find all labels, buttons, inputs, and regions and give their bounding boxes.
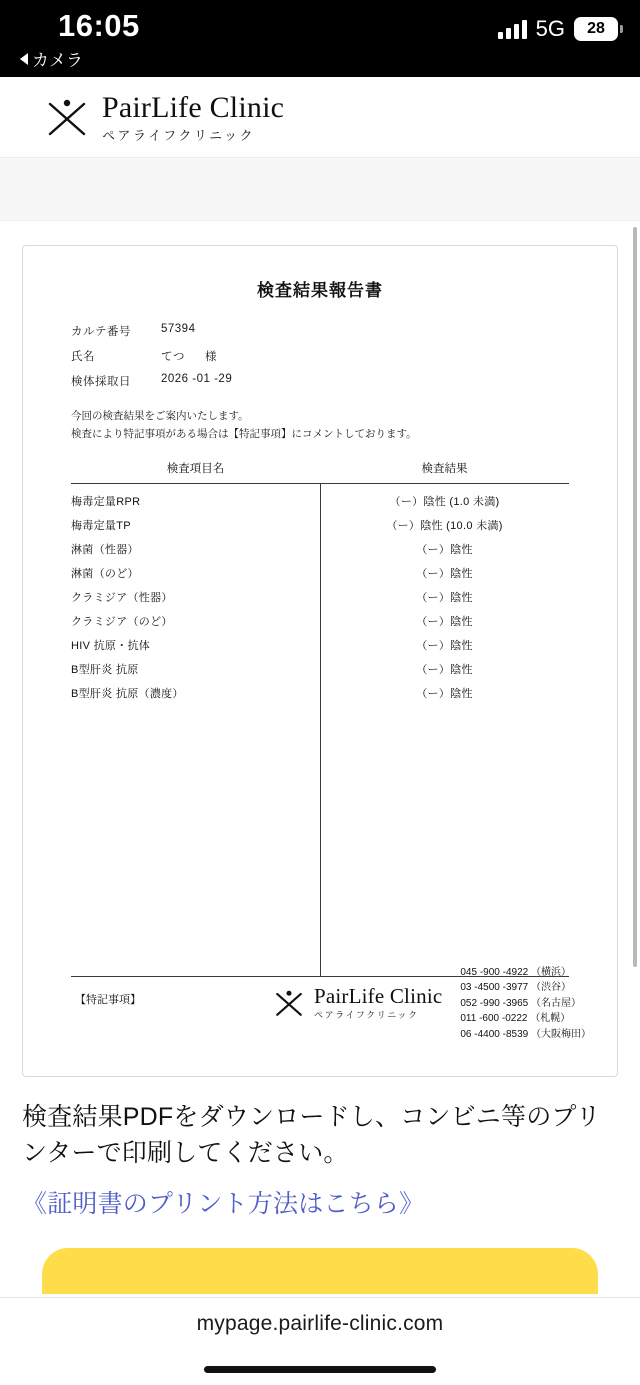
- download-instruction-text: 検査結果PDFをダウンロードし、コンビニ等のプリンターで印刷してください。: [22, 1103, 601, 1168]
- meta-value-name: てつ: [161, 351, 185, 363]
- test-name: B型肝炎 抗原: [71, 663, 139, 676]
- column-header-item-name: 検査項目名: [166, 462, 225, 475]
- meta-label-name: 氏名: [71, 351, 95, 363]
- test-result: （ー）陰性: [416, 567, 473, 580]
- report-footer-logo: [273, 986, 442, 1020]
- battery-level-label: 28: [587, 20, 605, 37]
- pairlife-mark-icon: [44, 94, 90, 140]
- test-name: B型肝炎 抗原（濃度）: [71, 687, 184, 700]
- pairlife-mark-icon: [273, 987, 305, 1019]
- clinic-name: PairLife Clinic: [102, 90, 285, 124]
- clinic-phone-yokohama: 045 -900 -4922 （横浜）: [460, 966, 571, 978]
- report-note-2: 検査により特記事項がある場合は【特記事項】にコメントしております。: [71, 428, 417, 441]
- home-indicator[interactable]: [204, 1366, 436, 1373]
- report-notes: [71, 407, 591, 444]
- test-name: 梅毒定量RPR: [71, 495, 141, 508]
- results-table-body: [71, 484, 569, 977]
- page-scrollbar[interactable]: [633, 227, 637, 967]
- test-result: （ー）陰性: [416, 615, 473, 628]
- web-page: [0, 77, 640, 1294]
- test-name: 淋菌（のど）: [71, 567, 139, 580]
- results-table: [71, 460, 569, 977]
- test-name: 梅毒定量TP: [71, 519, 131, 532]
- meta-label-collection-date: 検体採取日: [71, 376, 131, 388]
- meta-value-chart-number: 57394: [161, 323, 196, 335]
- test-result: （ー）陰性: [416, 663, 473, 676]
- report-meta: [71, 323, 591, 389]
- report-footer: [49, 965, 591, 1043]
- test-result: （ー）陰性: [416, 591, 473, 604]
- test-result: （ー）陰性 (1.0 未満): [389, 495, 500, 508]
- download-pdf-button[interactable]: [42, 1248, 598, 1294]
- site-header: [0, 77, 640, 157]
- remarks-label: 【特記事項】: [75, 993, 141, 1006]
- clinic-phone-nagoya: 052 -990 -3965 （名古屋）: [460, 997, 581, 1009]
- test-name: クラミジア（のど）: [71, 615, 173, 628]
- report-footer-logo-text: [314, 986, 442, 1020]
- test-result-report-card: [22, 245, 618, 1077]
- test-result: （ー）陰性: [416, 543, 473, 556]
- signal-strength-icon: [498, 19, 527, 39]
- meta-row-chart-number: [71, 323, 591, 339]
- clinic-phone-list: [460, 965, 591, 1043]
- meta-suffix-name: 様: [205, 351, 217, 363]
- clinic-phone-sapporo: 011 -600 -0222 （札幌）: [460, 1013, 571, 1024]
- test-name: HIV 抗原・抗体: [71, 639, 151, 652]
- back-to-camera-button[interactable]: [20, 46, 83, 71]
- battery-icon: [574, 17, 618, 41]
- meta-label-chart-number: カルテ番号: [71, 326, 131, 338]
- results-table-header: [71, 460, 569, 484]
- clinic-logo-text: [102, 90, 285, 143]
- status-bar-indicators: [498, 16, 618, 42]
- status-bar-time: 16:05: [58, 8, 140, 43]
- clinic-logo[interactable]: [44, 90, 285, 143]
- test-result: （ー）陰性: [416, 687, 473, 700]
- test-name: 淋菌（性器）: [71, 543, 139, 556]
- clinic-name-jp: ペアライフクリニック: [102, 127, 256, 143]
- report-title: 検査結果報告書: [257, 281, 383, 300]
- clinic-phone-shibuya: 03 -4500 -3977 （渋谷）: [460, 982, 571, 993]
- test-name: クラミジア（性器）: [71, 591, 173, 604]
- meta-row-collection-date: [71, 373, 591, 389]
- clinic-phone-osaka-umeda: 06 -4400 -8539 （大阪梅田）: [460, 1028, 591, 1040]
- meta-value-collection-date: 2026 -01 -29: [161, 373, 233, 385]
- browser-bottom-bar: [0, 1297, 640, 1385]
- meta-row-name: [71, 348, 591, 364]
- back-triangle-icon: [20, 53, 28, 65]
- footer-clinic-name: PairLife Clinic: [313, 984, 443, 1009]
- status-bar: [0, 0, 640, 77]
- print-guide-link[interactable]: 《証明書のプリント方法はこちら》: [22, 1189, 425, 1218]
- column-header-result: 検査結果: [421, 462, 468, 475]
- network-type-label: 5G: [535, 16, 565, 41]
- table-vertical-divider: [320, 484, 321, 976]
- report-note-1: 今回の検査結果をご案内いたします。: [71, 410, 249, 422]
- test-result: （ー）陰性 (10.0 未満): [386, 519, 503, 532]
- header-divider-band: [0, 157, 640, 221]
- test-result: （ー）陰性: [416, 639, 473, 652]
- address-bar[interactable]: mypage.pairlife-clinic.com: [196, 1312, 444, 1335]
- footer-clinic-name-jp: ペアライフクリニック: [313, 1010, 419, 1021]
- back-to-camera-label: カメラ: [32, 51, 83, 70]
